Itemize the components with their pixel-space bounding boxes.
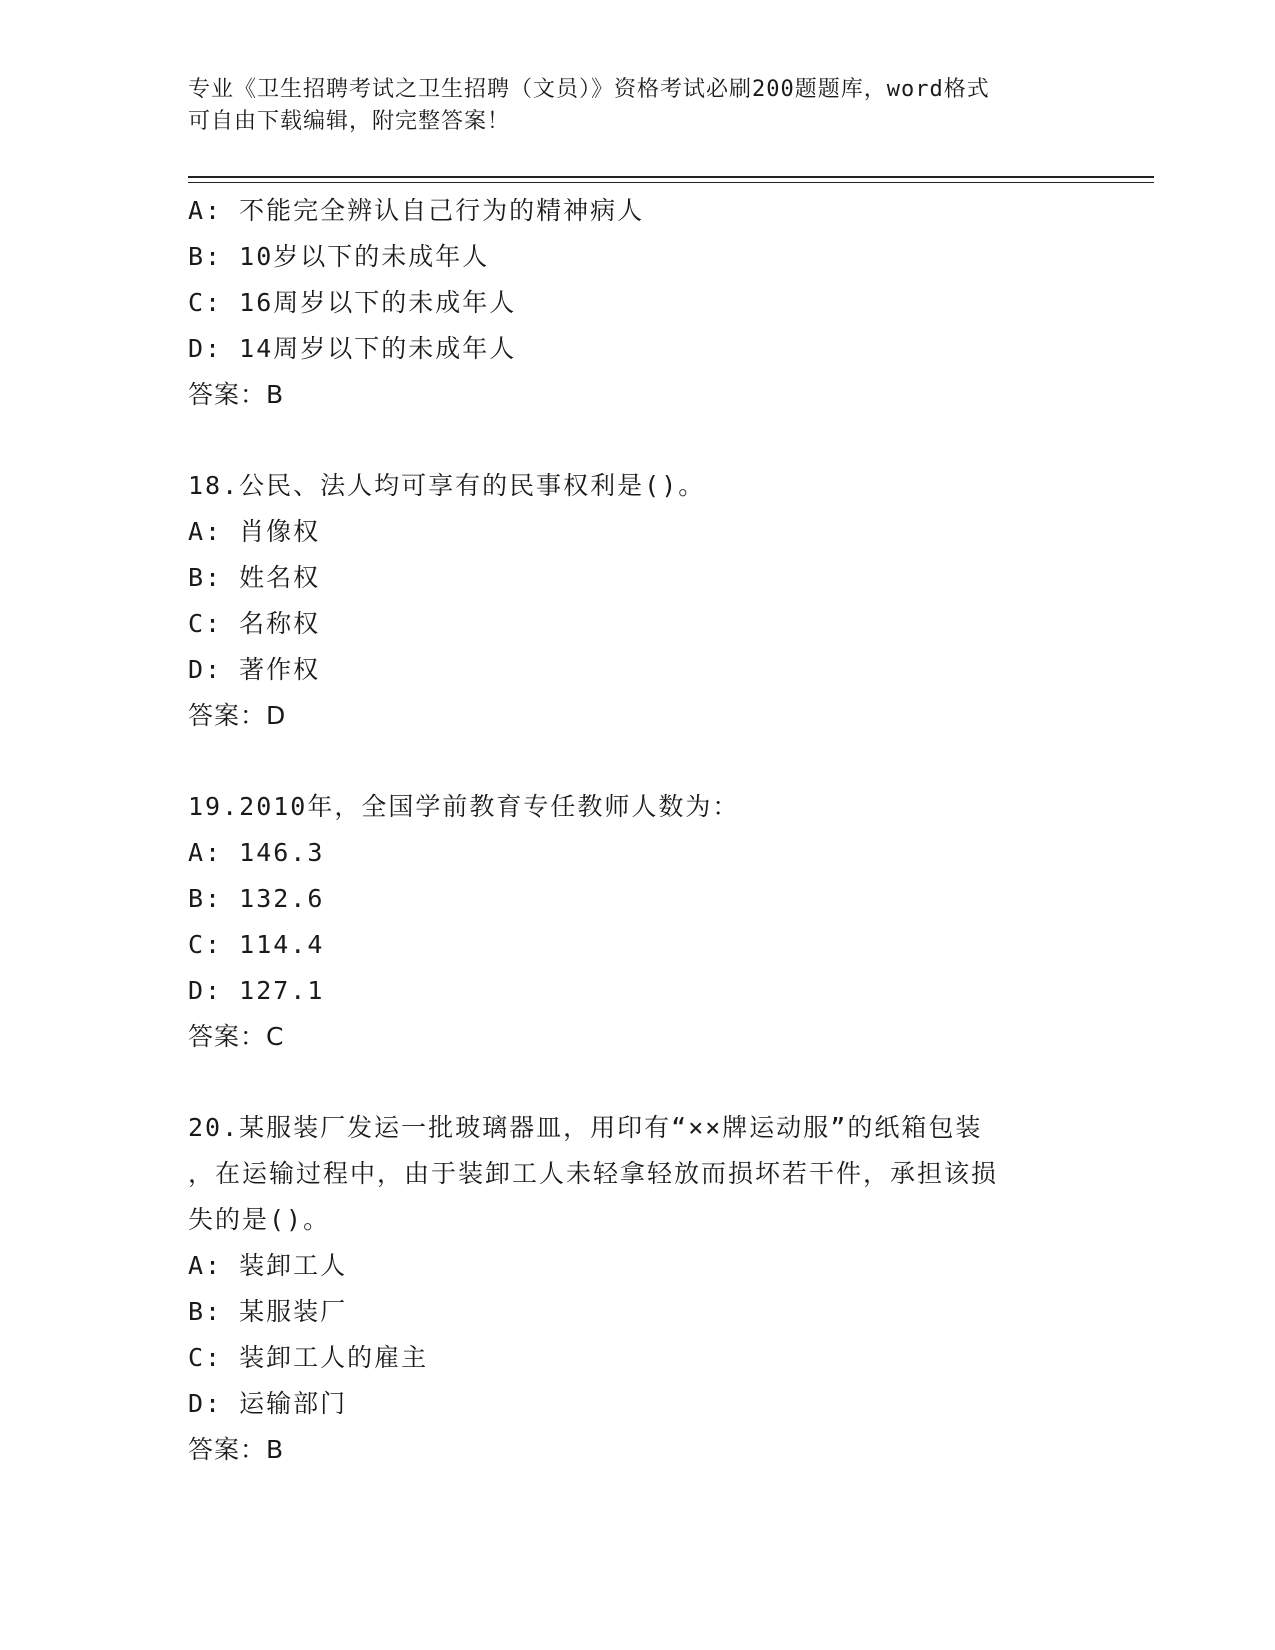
option-a: A: 不能完全辨认自己行为的精神病人 xyxy=(188,196,645,225)
header-line-1: 专业《卫生招聘考试之卫生招聘（文员）》资格考试必刷200题题库，word格式 xyxy=(188,77,990,102)
spacer xyxy=(188,739,1088,784)
question-19 xyxy=(188,784,1088,1060)
option-b: B: 姓名权 xyxy=(188,563,321,592)
option-d: D: 127.1 xyxy=(188,976,325,1005)
question-list xyxy=(188,188,1088,1473)
answer: 答案：B xyxy=(188,1435,285,1464)
option-d: D: 著作权 xyxy=(188,655,321,684)
option-a: A: 146.3 xyxy=(188,838,325,867)
question-text-line-1: 20.某服装厂发运一批玻璃器皿，用印有“××牌运动服”的纸箱包装 xyxy=(188,1113,983,1142)
option-c: C: 114.4 xyxy=(188,930,325,959)
option-c: C: 名称权 xyxy=(188,609,321,638)
option-b: B: 132.6 xyxy=(188,884,325,913)
option-b: B: 10岁以下的未成年人 xyxy=(188,242,490,271)
question-text: 19.2010年，全国学前教育专任教师人数为： xyxy=(188,792,740,821)
option-a: A: 装卸工人 xyxy=(188,1251,348,1280)
header-divider-thin xyxy=(188,182,1154,183)
option-b: B: 某服装厂 xyxy=(188,1297,348,1326)
answer: 答案：D xyxy=(188,701,287,730)
question-text: 18.公民、法人均可享有的民事权利是()。 xyxy=(188,471,706,500)
document-header xyxy=(188,74,1088,138)
question-18 xyxy=(188,463,1088,739)
spacer xyxy=(188,418,1088,463)
option-d: D: 运输部门 xyxy=(188,1389,348,1418)
answer: 答案：B xyxy=(188,380,285,409)
question-20 xyxy=(188,1105,1088,1473)
header-line-2: 可自由下载编辑，附完整答案！ xyxy=(188,109,511,134)
option-d: D: 14周岁以下的未成年人 xyxy=(188,334,517,363)
header-divider-thick xyxy=(188,176,1154,178)
question-17 xyxy=(188,188,1088,418)
option-c: C: 装卸工人的雇主 xyxy=(188,1343,429,1372)
spacer xyxy=(188,1060,1088,1105)
option-c: C: 16周岁以下的未成年人 xyxy=(188,288,517,317)
option-a: A: 肖像权 xyxy=(188,517,321,546)
answer: 答案：C xyxy=(188,1022,285,1051)
question-text-line-3: 失的是()。 xyxy=(188,1205,331,1234)
question-text-line-2: ，在运输过程中，由于装卸工人未轻拿轻放而损坏若干件，承担该损 xyxy=(188,1159,999,1188)
